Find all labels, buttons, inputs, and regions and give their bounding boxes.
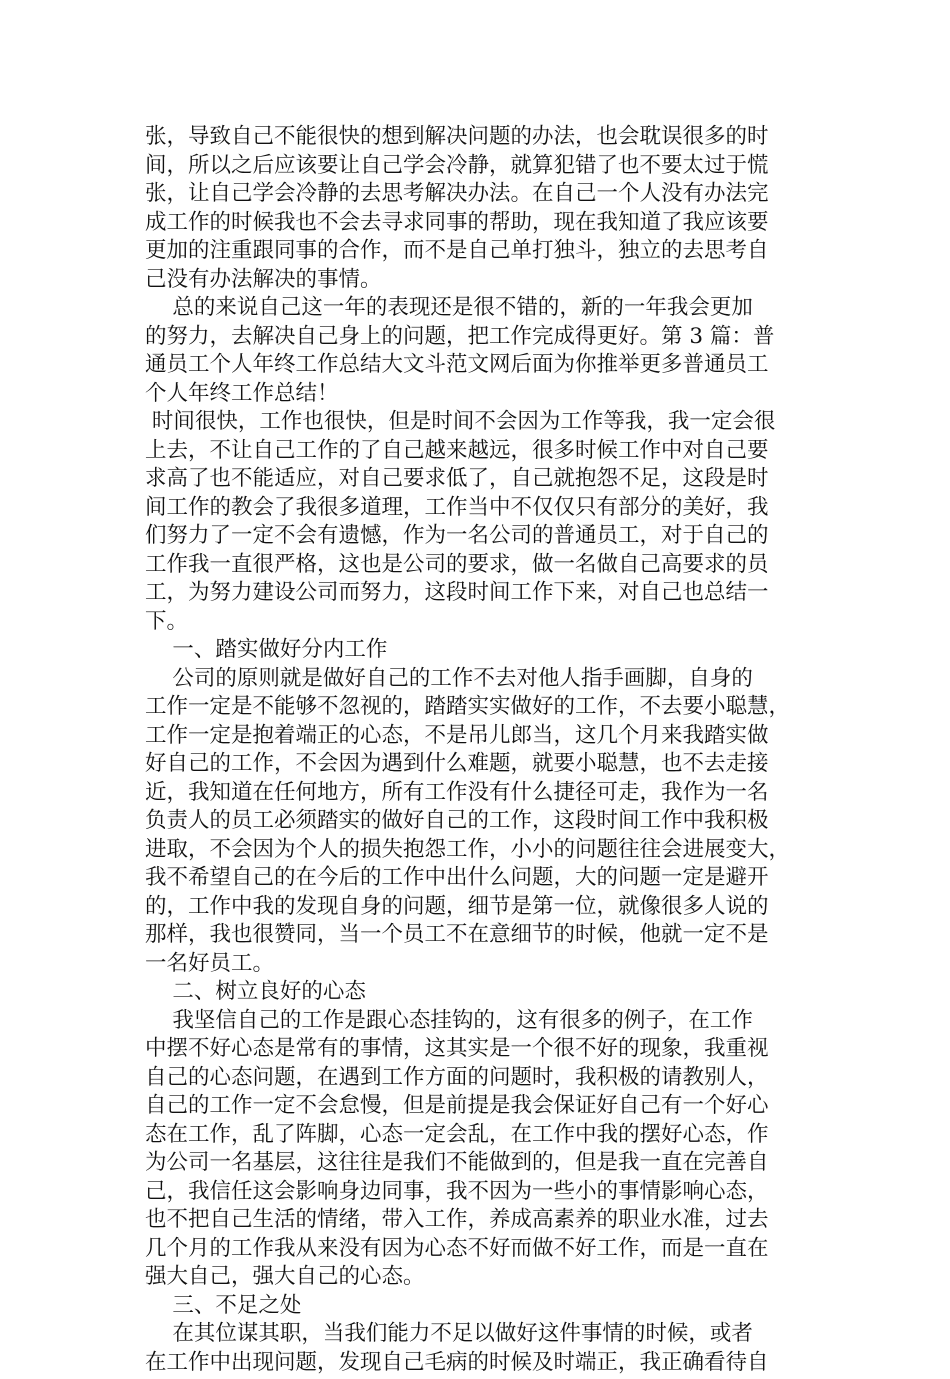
text-line: 工作我一直很严格，这也是公司的要求，做一名做自己高要求的员 — [145, 551, 769, 577]
text-line: 的努力，去解决自己身上的问题，把工作完成得更好。第 3 篇：普 — [145, 323, 775, 349]
text-line: 们努力了一定不会有遗憾，作为一名公司的普通员工，对于自己的 — [145, 523, 769, 548]
text-line: 张，导致自己不能很快的想到解决问题的办法，也会耽误很多的时 — [145, 124, 769, 149]
text-line: 总的来说自己这一年的表现还是很不错的，新的一年我会更加 — [145, 295, 753, 320]
text-line: 通员工个人年终工作总结大文斗范文网后面为你推举更多普通员工 — [145, 352, 769, 377]
text-line: 求高了也不能适应，对自己要求低了，自己就抱怨不足，这段是时 — [145, 466, 769, 491]
text-line: 我坚信自己的工作是跟心态挂钩的，这有很多的例子，在工作 — [145, 1007, 753, 1033]
text-line: 的，工作中我的发现自身的问题，细节是第一位，就像很多人说的 — [145, 893, 769, 919]
text-line: 下。 — [145, 608, 189, 634]
text-line: 成工作的时候我也不会去寻求同事的帮助，现在我知道了我应该要 — [145, 209, 769, 235]
text-line: 强大自己，强大自己的心态。 — [145, 1264, 425, 1289]
text-line: 态在工作，乱了阵脚，心态一定会乱，在工作中我的摆好心态，作 — [145, 1121, 769, 1147]
text-line: 我不希望自己的在今后的工作中出什么问题，大的问题一定是避开 — [145, 865, 769, 890]
text-line: 自己的心态问题，在遇到工作方面的问题时，我积极的请教别人， — [145, 1064, 769, 1090]
text-line: 工作一定是不能够不忽视的，踏踏实实做好的工作，不去要小聪慧， — [145, 694, 791, 719]
text-line: 那样，我也很赞同，当一个员工不在意细节的时候，他就一定不是 — [145, 922, 769, 947]
text-line: 一、踏实做好分内工作 — [145, 637, 388, 662]
text-line: 三、不足之处 — [145, 1292, 302, 1318]
text-line: 负责人的员工必须踏实的做好自己的工作，这段时间工作中我积极 — [145, 808, 769, 833]
text-line: 几个月的工作我从来没有因为心态不好而做不好工作，而是一直在 — [145, 1235, 769, 1261]
text-line: 间工作的教会了我很多道理，工作当中不仅仅只有部分的美好，我 — [145, 494, 769, 520]
text-line: 张，让自己学会冷静的去思考解决办法。在自己一个人没有办法完 — [145, 181, 769, 206]
text-line: 个人年终工作总结！ — [145, 380, 339, 406]
text-line: 公司的原则就是做好自己的工作不去对他人指手画脚，自身的 — [145, 665, 753, 691]
text-line: 更加的注重跟同事的合作，而不是自己单打独斗，独立的去思考自 — [145, 238, 769, 263]
text-line: 也不把自己生活的情绪，带入工作，养成高素养的职业水准，过去 — [145, 1207, 769, 1232]
text-line: 上去，不让自己工作的了自己越来越远，很多时候工作中对自己要 — [145, 437, 769, 463]
text-line: 在工作中出现问题，发现自己毛病的时候及时端正，我正确看待自 — [145, 1349, 769, 1375]
text-line: 己，我信任这会影响身边同事，我不因为一些小的事情影响心态， — [145, 1178, 769, 1204]
text-line: 进取，不会因为个人的损失抱怨工作，小小的问题往往会进展变大， — [145, 836, 791, 862]
text-line: 一名好员工。 — [145, 950, 275, 976]
text-line: 工作一定是抱着端正的心态，不是吊儿郎当，这几个月来我踏实做 — [145, 722, 769, 748]
text-line: 二、树立良好的心态 — [145, 979, 366, 1004]
text-line: 近，我知道在任何地方，所有工作没有什么捷径可走，我作为一名 — [145, 779, 769, 805]
text-line: 中摆不好心态是常有的事情，这其实是一个很不好的现象，我重视 — [145, 1036, 769, 1061]
text-line: 间，所以之后应该要让自己学会冷静，就算犯错了也不要太过于慌 — [145, 152, 769, 178]
text-line: 工，为努力建设公司而努力，这段时间工作下来，对自己也总结一 — [145, 580, 769, 605]
text-line: 在其位谋其职，当我们能力不足以做好这件事情的时候，或者 — [145, 1321, 753, 1346]
text-line: 好自己的工作，不会因为遇到什么难题，就要小聪慧，也不去走接 — [145, 751, 769, 776]
text-line: 己没有办法解决的事情。 — [145, 266, 382, 292]
text-line: 为公司一名基层，这往往是我们不能做到的，但是我一直在完善自 — [145, 1150, 769, 1175]
text-line: 时间很快，工作也很快，但是时间不会因为工作等我，我一定会很 — [145, 409, 776, 434]
text-line: 自己的工作一定不会怠慢，但是前提是我会保证好自己有一个好心 — [145, 1093, 769, 1118]
